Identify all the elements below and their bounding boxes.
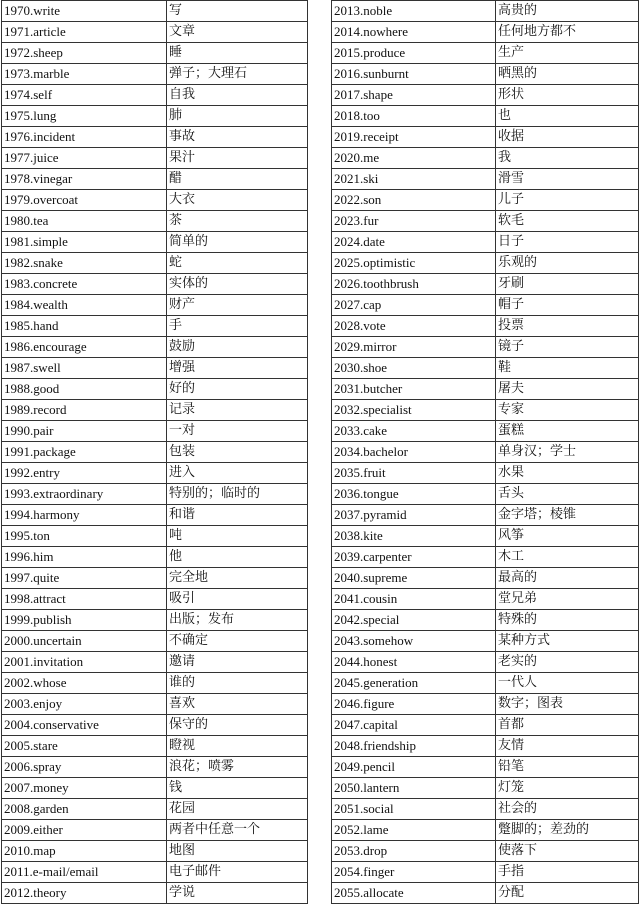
meaning-cell: 出版；发布 <box>167 610 308 631</box>
meaning-cell: 好的 <box>167 379 308 400</box>
meaning-cell: 也 <box>496 106 639 127</box>
word-cell: 2031.butcher <box>332 379 496 400</box>
meaning-cell: 果汁 <box>167 148 308 169</box>
table-row <box>2 358 308 379</box>
table-row <box>2 673 308 694</box>
word-cell: 2008.garden <box>2 799 167 820</box>
meaning-cell: 简单的 <box>167 232 308 253</box>
word-cell: 1984.wealth <box>2 295 167 316</box>
table-row <box>332 757 639 778</box>
word-cell: 2055.allocate <box>332 883 496 904</box>
word-cell: 2033.cake <box>332 421 496 442</box>
word-cell: 2025.optimistic <box>332 253 496 274</box>
meaning-cell: 儿子 <box>496 190 639 211</box>
meaning-cell: 铅笔 <box>496 757 639 778</box>
meaning-cell: 手指 <box>496 862 639 883</box>
word-cell: 2045.generation <box>332 673 496 694</box>
word-cell: 1978.vinegar <box>2 169 167 190</box>
word-cell: 2012.theory <box>2 883 167 904</box>
meaning-cell: 记录 <box>167 400 308 421</box>
meaning-cell: 吨 <box>167 526 308 547</box>
word-cell: 2026.toothbrush <box>332 274 496 295</box>
meaning-cell: 浪花；喷雾 <box>167 757 308 778</box>
table-row <box>2 379 308 400</box>
table-row <box>2 400 308 421</box>
meaning-cell: 某种方式 <box>496 631 639 652</box>
meaning-cell: 蛇 <box>167 253 308 274</box>
table-row <box>332 421 639 442</box>
word-cell: 2034.bachelor <box>332 442 496 463</box>
word-cell: 2043.somehow <box>332 631 496 652</box>
word-cell: 1988.good <box>2 379 167 400</box>
meaning-cell: 睡 <box>167 43 308 64</box>
meaning-cell: 牙刷 <box>496 274 639 295</box>
word-cell: 2042.special <box>332 610 496 631</box>
word-cell: 1970.write <box>2 1 167 22</box>
table-row <box>2 736 308 757</box>
word-cell: 2029.mirror <box>332 337 496 358</box>
meaning-cell: 吸引 <box>167 589 308 610</box>
meaning-cell: 肺 <box>167 106 308 127</box>
table-row <box>2 22 308 43</box>
word-cell: 2016.sunburnt <box>332 64 496 85</box>
table-row <box>2 190 308 211</box>
meaning-cell: 乐观的 <box>496 253 639 274</box>
table-row <box>2 694 308 715</box>
meaning-cell: 特别的；临时的 <box>167 484 308 505</box>
word-cell: 2030.shoe <box>332 358 496 379</box>
table-row <box>332 736 639 757</box>
word-cell: 2024.date <box>332 232 496 253</box>
table-row <box>2 421 308 442</box>
table-row <box>332 274 639 295</box>
word-cell: 2011.e-mail/email <box>2 862 167 883</box>
word-cell: 2014.nowhere <box>332 22 496 43</box>
meaning-cell: 邀请 <box>167 652 308 673</box>
word-cell: 1985.hand <box>2 316 167 337</box>
meaning-cell: 喜欢 <box>167 694 308 715</box>
meaning-cell: 水果 <box>496 463 639 484</box>
meaning-cell: 增强 <box>167 358 308 379</box>
meaning-cell: 首都 <box>496 715 639 736</box>
meaning-cell: 和谐 <box>167 505 308 526</box>
meaning-cell: 事故 <box>167 127 308 148</box>
word-cell: 2041.cousin <box>332 589 496 610</box>
table-row <box>2 316 308 337</box>
table-row <box>2 526 308 547</box>
meaning-cell: 软毛 <box>496 211 639 232</box>
word-cell: 2017.shape <box>332 85 496 106</box>
table-row <box>332 484 639 505</box>
word-cell: 1997.quite <box>2 568 167 589</box>
word-cell: 2035.fruit <box>332 463 496 484</box>
meaning-cell: 财产 <box>167 295 308 316</box>
table-row <box>332 799 639 820</box>
table-row <box>332 589 639 610</box>
meaning-cell: 一代人 <box>496 673 639 694</box>
word-cell: 2009.either <box>2 820 167 841</box>
word-cell: 2023.fur <box>332 211 496 232</box>
word-cell: 1982.snake <box>2 253 167 274</box>
table-row <box>2 442 308 463</box>
table-row <box>2 841 308 862</box>
word-cell: 1980.tea <box>2 211 167 232</box>
table-row <box>2 148 308 169</box>
table-row <box>332 547 639 568</box>
table-row <box>2 127 308 148</box>
word-cell: 2036.tongue <box>332 484 496 505</box>
word-cell: 2052.lame <box>332 820 496 841</box>
table-row <box>332 64 639 85</box>
meaning-cell: 学说 <box>167 883 308 904</box>
meaning-cell: 他 <box>167 547 308 568</box>
meaning-cell: 镜子 <box>496 337 639 358</box>
meaning-cell: 我 <box>496 148 639 169</box>
table-row <box>332 841 639 862</box>
meaning-cell: 进入 <box>167 463 308 484</box>
table-row <box>332 631 639 652</box>
meaning-cell: 瞪视 <box>167 736 308 757</box>
table-row <box>2 337 308 358</box>
table-row <box>2 568 308 589</box>
meaning-cell: 地图 <box>167 841 308 862</box>
meaning-cell: 不确定 <box>167 631 308 652</box>
meaning-cell: 任何地方都不 <box>496 22 639 43</box>
vocab-table-left-body <box>2 1 308 904</box>
table-row <box>332 337 639 358</box>
table-row <box>2 883 308 904</box>
word-cell: 2020.me <box>332 148 496 169</box>
word-cell: 2021.ski <box>332 169 496 190</box>
meaning-cell: 大衣 <box>167 190 308 211</box>
table-row <box>332 463 639 484</box>
meaning-cell: 鞋 <box>496 358 639 379</box>
meaning-cell: 友情 <box>496 736 639 757</box>
word-cell: 1976.incident <box>2 127 167 148</box>
meaning-cell: 茶 <box>167 211 308 232</box>
meaning-cell: 保守的 <box>167 715 308 736</box>
table-row <box>332 358 639 379</box>
meaning-cell: 使落下 <box>496 841 639 862</box>
meaning-cell: 蛋糕 <box>496 421 639 442</box>
table-row <box>2 274 308 295</box>
meaning-cell: 电子邮件 <box>167 862 308 883</box>
word-cell: 2027.cap <box>332 295 496 316</box>
table-row <box>2 253 308 274</box>
table-row <box>2 631 308 652</box>
vocab-table-right <box>331 0 639 904</box>
word-cell: 2040.supreme <box>332 568 496 589</box>
meaning-cell: 滑雪 <box>496 169 639 190</box>
word-cell: 1972.sheep <box>2 43 167 64</box>
table-row <box>332 295 639 316</box>
table-row <box>2 820 308 841</box>
table-row <box>2 862 308 883</box>
meaning-cell: 完全地 <box>167 568 308 589</box>
table-row <box>2 211 308 232</box>
table-row <box>332 85 639 106</box>
meaning-cell: 弹子；大理石 <box>167 64 308 85</box>
word-cell: 2010.map <box>2 841 167 862</box>
word-cell: 1973.marble <box>2 64 167 85</box>
word-cell: 2005.stare <box>2 736 167 757</box>
meaning-cell: 包装 <box>167 442 308 463</box>
word-cell: 1990.pair <box>2 421 167 442</box>
word-cell: 1974.self <box>2 85 167 106</box>
word-cell: 1979.overcoat <box>2 190 167 211</box>
word-cell: 2002.whose <box>2 673 167 694</box>
table-row <box>332 715 639 736</box>
table-row <box>332 169 639 190</box>
word-cell: 2039.carpenter <box>332 547 496 568</box>
word-cell: 2006.spray <box>2 757 167 778</box>
table-row <box>332 379 639 400</box>
meaning-cell: 帽子 <box>496 295 639 316</box>
table-row <box>2 778 308 799</box>
word-cell: 1991.package <box>2 442 167 463</box>
word-cell: 2022.son <box>332 190 496 211</box>
meaning-cell: 最高的 <box>496 568 639 589</box>
table-row <box>2 64 308 85</box>
table-row <box>332 253 639 274</box>
table-row <box>2 610 308 631</box>
meaning-cell: 实体的 <box>167 274 308 295</box>
word-cell: 1983.concrete <box>2 274 167 295</box>
meaning-cell: 收据 <box>496 127 639 148</box>
vocab-table-left <box>1 0 308 904</box>
table-row <box>332 232 639 253</box>
meaning-cell: 写 <box>167 1 308 22</box>
word-cell: 2038.kite <box>332 526 496 547</box>
word-cell: 2051.social <box>332 799 496 820</box>
table-row <box>332 673 639 694</box>
table-row <box>332 127 639 148</box>
meaning-cell: 自我 <box>167 85 308 106</box>
table-row <box>2 295 308 316</box>
table-row <box>332 568 639 589</box>
meaning-cell: 两者中任意一个 <box>167 820 308 841</box>
word-cell: 1996.him <box>2 547 167 568</box>
table-row <box>332 820 639 841</box>
meaning-cell: 谁的 <box>167 673 308 694</box>
meaning-cell: 灯笼 <box>496 778 639 799</box>
meaning-cell: 数字；图表 <box>496 694 639 715</box>
table-row <box>332 400 639 421</box>
meaning-cell: 晒黑的 <box>496 64 639 85</box>
meaning-cell: 屠夫 <box>496 379 639 400</box>
meaning-cell: 形状 <box>496 85 639 106</box>
meaning-cell: 生产 <box>496 43 639 64</box>
meaning-cell: 社会的 <box>496 799 639 820</box>
word-cell: 2032.specialist <box>332 400 496 421</box>
meaning-cell: 日子 <box>496 232 639 253</box>
meaning-cell: 舌头 <box>496 484 639 505</box>
word-cell: 1987.swell <box>2 358 167 379</box>
table-row <box>2 43 308 64</box>
word-cell: 2019.receipt <box>332 127 496 148</box>
table-row <box>332 148 639 169</box>
word-cell: 1994.harmony <box>2 505 167 526</box>
table-row <box>332 862 639 883</box>
table-row <box>2 589 308 610</box>
word-cell: 2046.figure <box>332 694 496 715</box>
word-cell: 2037.pyramid <box>332 505 496 526</box>
word-cell: 2028.vote <box>332 316 496 337</box>
word-cell: 2000.uncertain <box>2 631 167 652</box>
table-row <box>2 652 308 673</box>
word-cell: 2004.conservative <box>2 715 167 736</box>
meaning-cell: 投票 <box>496 316 639 337</box>
meaning-cell: 堂兄弟 <box>496 589 639 610</box>
table-row <box>332 316 639 337</box>
meaning-cell: 手 <box>167 316 308 337</box>
meaning-cell: 特殊的 <box>496 610 639 631</box>
table-row <box>332 526 639 547</box>
table-row <box>2 1 308 22</box>
table-row <box>332 1 639 22</box>
word-cell: 1995.ton <box>2 526 167 547</box>
table-row <box>332 883 639 904</box>
word-cell: 1998.attract <box>2 589 167 610</box>
word-cell: 1986.encourage <box>2 337 167 358</box>
meaning-cell: 蹩脚的；差劲的 <box>496 820 639 841</box>
table-row <box>2 757 308 778</box>
word-cell: 2050.lantern <box>332 778 496 799</box>
table-row <box>2 484 308 505</box>
word-cell: 2049.pencil <box>332 757 496 778</box>
table-row <box>2 463 308 484</box>
meaning-cell: 钱 <box>167 778 308 799</box>
table-row <box>332 694 639 715</box>
word-cell: 1975.lung <box>2 106 167 127</box>
meaning-cell: 分配 <box>496 883 639 904</box>
word-cell: 2001.invitation <box>2 652 167 673</box>
word-cell: 1977.juice <box>2 148 167 169</box>
word-cell: 1989.record <box>2 400 167 421</box>
table-row <box>332 106 639 127</box>
word-cell: 1993.extraordinary <box>2 484 167 505</box>
meaning-cell: 金字塔；棱锥 <box>496 505 639 526</box>
word-cell: 2015.produce <box>332 43 496 64</box>
word-cell: 2047.capital <box>332 715 496 736</box>
word-cell: 1971.article <box>2 22 167 43</box>
word-cell: 2007.money <box>2 778 167 799</box>
table-row <box>2 106 308 127</box>
word-cell: 2048.friendship <box>332 736 496 757</box>
table-row <box>2 169 308 190</box>
meaning-cell: 一对 <box>167 421 308 442</box>
table-row <box>332 211 639 232</box>
meaning-cell: 文章 <box>167 22 308 43</box>
word-cell: 2003.enjoy <box>2 694 167 715</box>
meaning-cell: 风筝 <box>496 526 639 547</box>
table-row <box>332 190 639 211</box>
table-row <box>332 505 639 526</box>
word-cell: 2044.honest <box>332 652 496 673</box>
table-row <box>2 715 308 736</box>
table-row <box>332 22 639 43</box>
table-row <box>332 610 639 631</box>
word-cell: 1999.publish <box>2 610 167 631</box>
table-row <box>332 652 639 673</box>
word-cell: 2018.too <box>332 106 496 127</box>
table-row <box>2 505 308 526</box>
word-cell: 2053.drop <box>332 841 496 862</box>
meaning-cell: 专家 <box>496 400 639 421</box>
word-cell: 1981.simple <box>2 232 167 253</box>
meaning-cell: 木工 <box>496 547 639 568</box>
meaning-cell: 鼓励 <box>167 337 308 358</box>
meaning-cell: 单身汉；学士 <box>496 442 639 463</box>
table-row <box>2 85 308 106</box>
table-row <box>332 43 639 64</box>
table-row <box>2 547 308 568</box>
word-cell: 2013.noble <box>332 1 496 22</box>
table-row <box>2 799 308 820</box>
meaning-cell: 花园 <box>167 799 308 820</box>
table-row <box>332 778 639 799</box>
meaning-cell: 老实的 <box>496 652 639 673</box>
word-cell: 1992.entry <box>2 463 167 484</box>
meaning-cell: 高贵的 <box>496 1 639 22</box>
table-row <box>332 442 639 463</box>
vocab-table-right-body <box>332 1 639 904</box>
meaning-cell: 醋 <box>167 169 308 190</box>
word-cell: 2054.finger <box>332 862 496 883</box>
table-row <box>2 232 308 253</box>
